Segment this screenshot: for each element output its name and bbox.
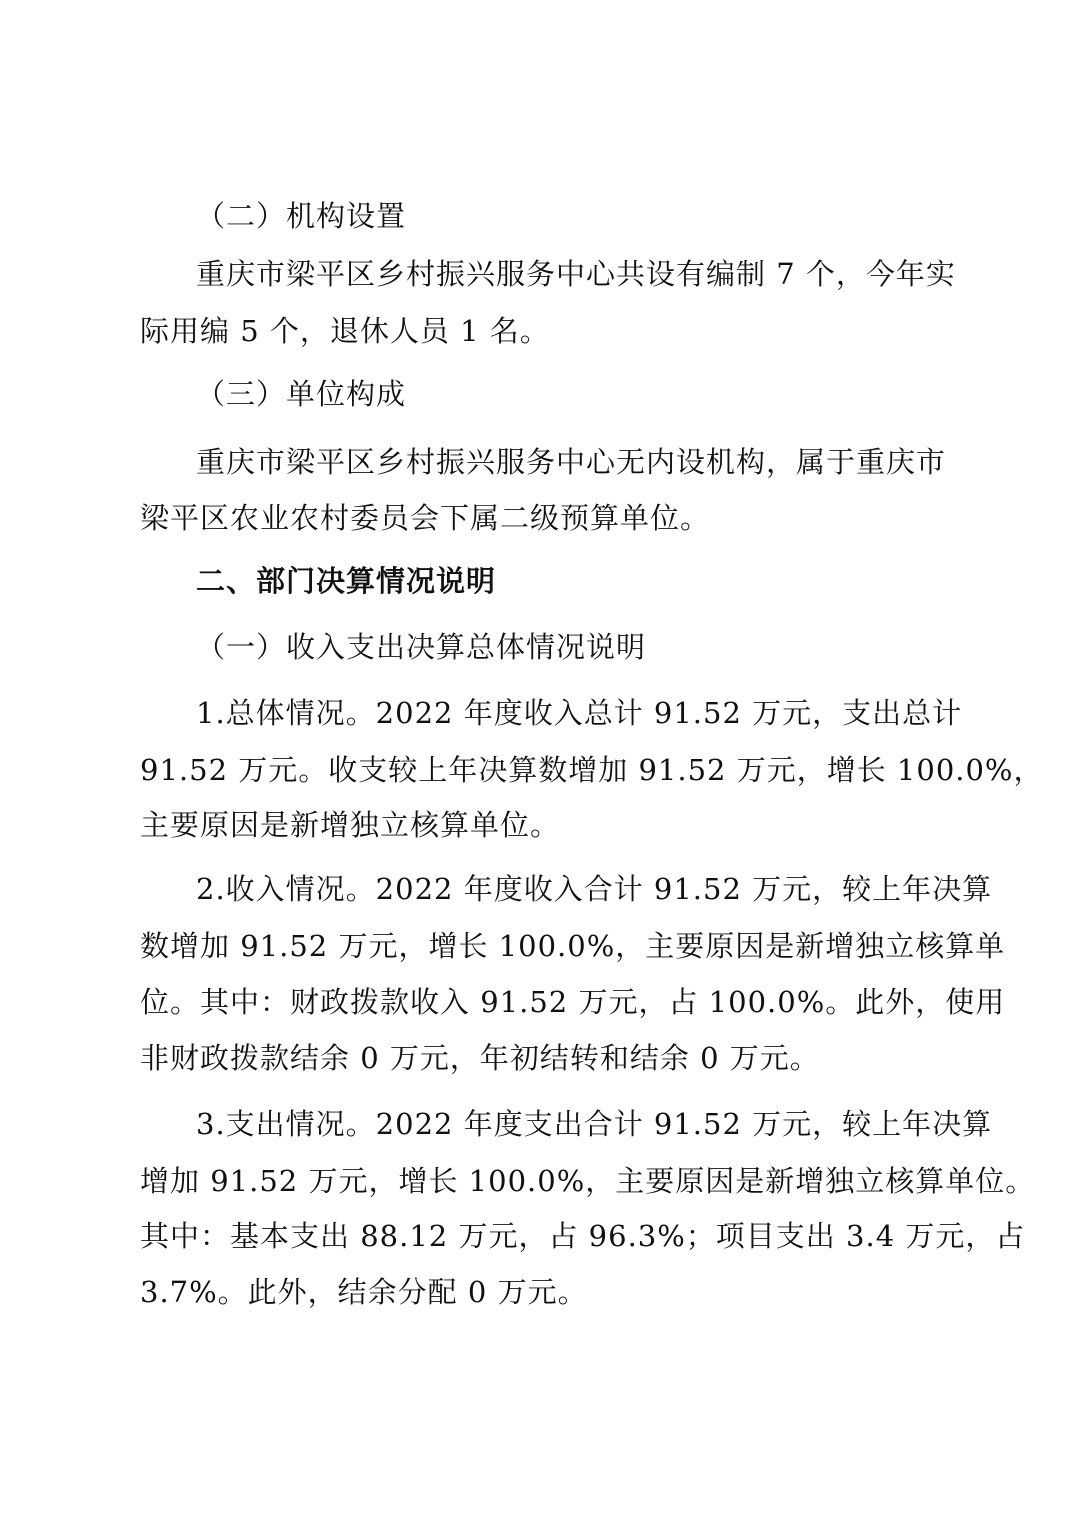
expense-text-line: 增加 91.52 万元，增长 100.0%，主要原因是新增独立核算单位。 xyxy=(140,1164,1036,1198)
expense-text-line: 3.支出情况。2022 年度支出合计 91.52 万元，较上年决算 xyxy=(196,1107,993,1141)
section-org-text-line: 重庆市梁平区乡村振兴服务中心共设有编制 7 个，今年实 xyxy=(196,257,956,291)
expense-text-line: 其中：基本支出 88.12 万元，占 96.3%；项目支出 3.4 万元，占 xyxy=(140,1219,1026,1253)
part-two-heading: 二、部门决算情况说明 xyxy=(196,564,497,598)
section-unit-text-line: 重庆市梁平区乡村振兴服务中心无内设机构，属于重庆市 xyxy=(196,445,947,479)
overall-text-line: 主要原因是新增独立核算单位。 xyxy=(140,808,561,842)
section-org-text-line: 际用编 5 个，退休人员 1 名。 xyxy=(140,314,550,348)
section-org-heading: （二）机构设置 xyxy=(196,199,407,233)
part-two-subheading: （一）收入支出决算总体情况说明 xyxy=(196,630,647,664)
section-unit-text-line: 梁平区农业农村委员会下属二级预算单位。 xyxy=(140,501,711,535)
overall-text-line: 91.52 万元。收支较上年决算数增加 91.52 万元，增长 100.0%， xyxy=(140,753,1044,787)
overall-text-line: 1.总体情况。2022 年度收入总计 91.52 万元，支出总计 xyxy=(196,696,963,730)
income-text-line: 非财政拨款结余 0 万元，年初结转和结余 0 万元。 xyxy=(140,1041,820,1075)
section-unit-heading: （三）单位构成 xyxy=(196,377,407,411)
income-text-line: 位。其中：财政拨款收入 91.52 万元，占 100.0%。此外，使用 xyxy=(140,985,1006,1019)
income-text-line: 2.收入情况。2022 年度收入合计 91.52 万元，较上年决算 xyxy=(196,872,993,906)
income-text-line: 数增加 91.52 万元，增长 100.0%，主要原因是新增独立核算单 xyxy=(140,929,1006,963)
expense-text-line: 3.7%。此外，结余分配 0 万元。 xyxy=(140,1275,588,1309)
